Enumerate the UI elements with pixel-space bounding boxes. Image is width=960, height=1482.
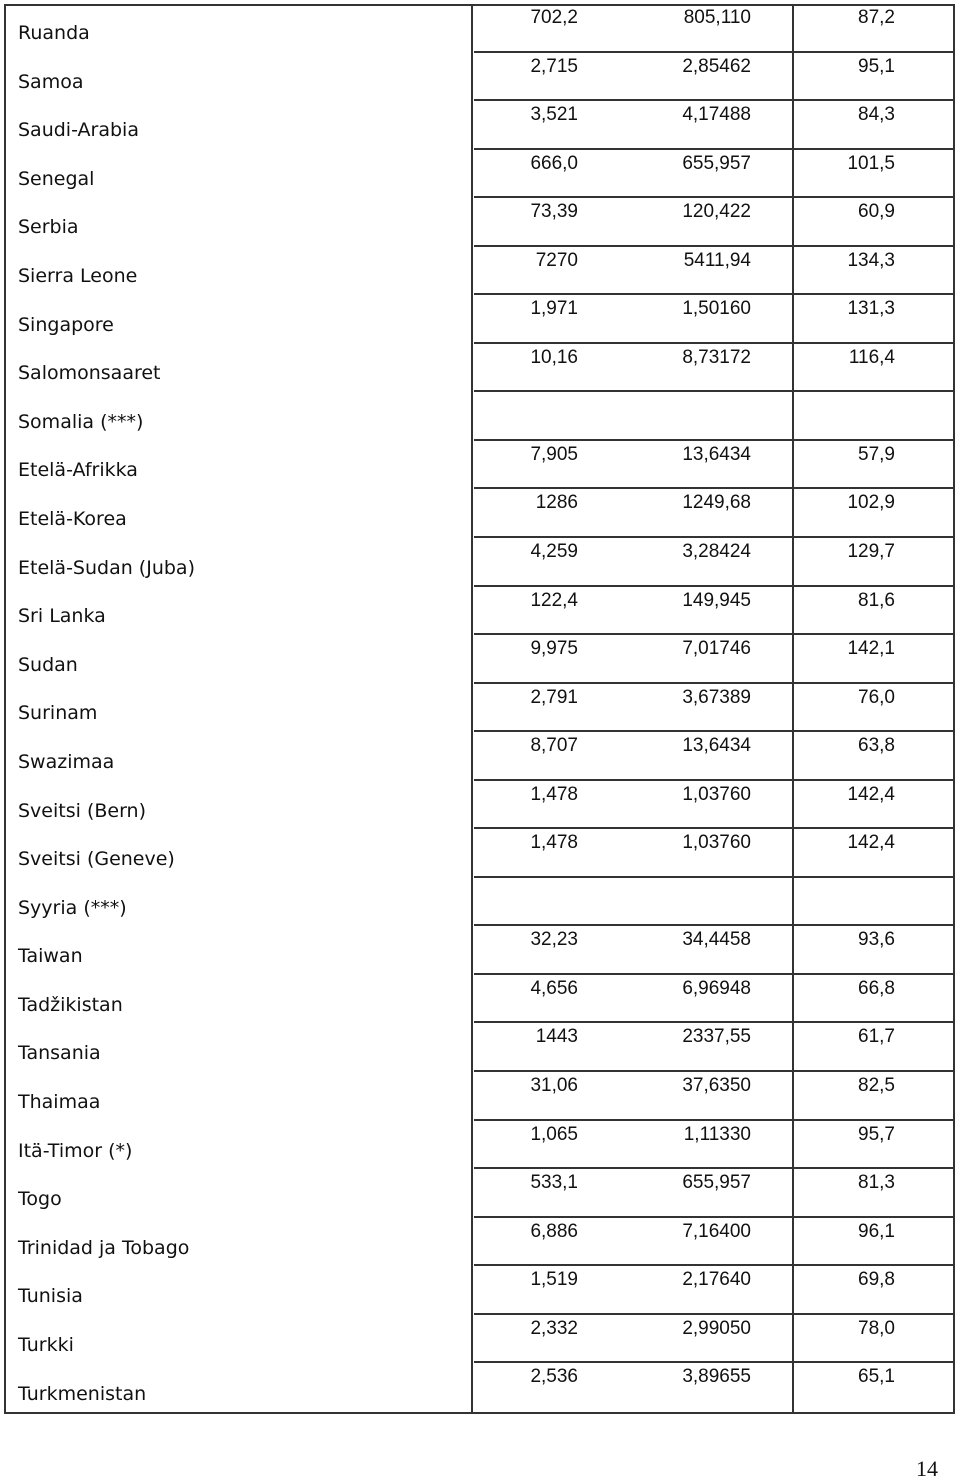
country-cell: Tansania (18, 1042, 101, 1065)
value-cell: 2,85462 (682, 55, 751, 77)
value-cell: 57,9 (858, 443, 895, 465)
value-cell: 3,67389 (682, 686, 751, 708)
table-row (474, 538, 953, 587)
value-cell: 95,7 (858, 1123, 895, 1145)
table-row (474, 1363, 953, 1412)
country-cell: Sri Lanka (18, 605, 106, 628)
table-row (474, 101, 953, 150)
country-cell: Saudi-Arabia (18, 119, 139, 142)
country-cell: Tunisia (18, 1285, 83, 1308)
value-cell: 655,957 (682, 1172, 751, 1194)
value-cell: 65,1 (858, 1366, 895, 1388)
value-cell: 129,7 (847, 541, 895, 563)
value-cell: 7270 (535, 249, 578, 271)
country-cell: Togo (18, 1188, 62, 1211)
column-divider (471, 4, 473, 1414)
value-cell: 1,519 (530, 1269, 578, 1291)
value-cell: 142,1 (847, 638, 895, 660)
country-cell: Sierra Leone (18, 264, 138, 287)
value-cell: 1,065 (530, 1123, 578, 1145)
country-cell: Trinidad ja Tobago (18, 1236, 190, 1259)
table-row (474, 781, 953, 830)
value-cell: 533,1 (530, 1172, 578, 1194)
table-row (474, 1121, 953, 1170)
table-row (474, 829, 953, 878)
table-row (474, 150, 953, 199)
table-row (474, 587, 953, 636)
value-cell: 3,28424 (682, 541, 751, 563)
value-cell: 13,6434 (682, 443, 751, 465)
value-cell: 73,39 (530, 201, 578, 223)
country-cell: Senegal (18, 167, 95, 190)
value-cell: 131,3 (847, 298, 895, 320)
country-cell: Somalia (***) (18, 410, 144, 433)
page-number: 14 (916, 1456, 938, 1481)
value-cell (474, 878, 578, 905)
value-cell: 4,17488 (682, 104, 751, 126)
value-cell: 1,971 (530, 298, 578, 320)
value-cell: 32,23 (530, 929, 578, 951)
value-cell: 13,6434 (682, 735, 751, 757)
country-cell: Swazimaa (18, 750, 115, 773)
value-cell: 37,6350 (682, 1075, 751, 1097)
table-row (474, 344, 953, 393)
value-cell: 2,99050 (682, 1317, 751, 1339)
value-cell: 142,4 (847, 783, 895, 805)
table-row (474, 441, 953, 490)
table-row (474, 53, 953, 102)
value-cell: 31,06 (530, 1075, 578, 1097)
table-row (474, 489, 953, 538)
value-cell: 1,478 (530, 832, 578, 854)
value-cell: 7,905 (530, 443, 578, 465)
country-cell: Syyria (***) (18, 896, 127, 919)
country-column (18, 14, 458, 1423)
value-cell: 60,9 (858, 201, 895, 223)
value-cell: 134,3 (847, 249, 895, 271)
table-row (474, 926, 953, 975)
value-cell: 34,4458 (682, 929, 751, 951)
country-cell: Serbia (18, 216, 79, 239)
value-cell: 96,1 (858, 1220, 895, 1242)
country-cell: Taiwan (18, 945, 83, 968)
value-cell: 702,2 (530, 7, 578, 28)
value-cell: 2337,55 (682, 1026, 751, 1048)
table-row (474, 732, 953, 781)
value-cell: 1286 (535, 492, 578, 514)
value-cell: 66,8 (858, 977, 895, 999)
table-row (474, 1315, 953, 1364)
value-cell: 8,707 (530, 735, 578, 757)
value-cell: 1,478 (530, 783, 578, 805)
table-row (474, 1023, 953, 1072)
table-row (474, 4, 953, 53)
table-row (474, 684, 953, 733)
value-cell (474, 392, 578, 419)
value-cell: 1443 (535, 1026, 578, 1048)
value-cell: 3,521 (530, 104, 578, 126)
value-cell: 84,3 (858, 104, 895, 126)
value-cell (794, 392, 895, 419)
value-cell: 76,0 (858, 686, 895, 708)
value-cell: 2,17640 (682, 1269, 751, 1291)
table-row (474, 1266, 953, 1315)
country-cell: Sudan (18, 653, 78, 676)
country-cell: Salomonsaaret (18, 362, 161, 385)
value-cell: 8,73172 (682, 346, 751, 368)
value-cell: 7,16400 (682, 1220, 751, 1242)
country-cell: Singapore (18, 313, 114, 336)
country-cell: Ruanda (18, 22, 90, 44)
country-cell: Turkmenistan (18, 1382, 147, 1405)
value-cell: 122,4 (530, 589, 578, 611)
value-cell: 149,945 (682, 589, 751, 611)
value-cell: 7,01746 (682, 638, 751, 660)
country-cell: Sveitsi (Bern) (18, 799, 147, 822)
table-row (474, 295, 953, 344)
value-cell: 95,1 (858, 55, 895, 77)
table-row (474, 878, 953, 927)
value-cell: 1,03760 (682, 783, 751, 805)
country-cell: Turkki (18, 1334, 74, 1357)
table-row (474, 1072, 953, 1121)
value-cell: 4,656 (530, 977, 578, 999)
value-cell: 6,96948 (682, 977, 751, 999)
value-cell: 2,791 (530, 686, 578, 708)
value-cell: 805,110 (683, 7, 751, 28)
value-cell: 1,11330 (683, 1123, 751, 1145)
country-cell: Sveitsi (Geneve) (18, 848, 175, 871)
value-cell: 93,6 (858, 929, 895, 951)
country-cell: Etelä-Afrikka (18, 459, 138, 482)
value-cell: 78,0 (858, 1317, 895, 1339)
country-cell: Tadžikistan (18, 993, 123, 1016)
value-cell (794, 878, 895, 905)
table-row (474, 1169, 953, 1218)
value-cell: 3,89655 (682, 1366, 751, 1388)
value-cell (646, 878, 751, 905)
value-cell: 101,5 (847, 152, 895, 174)
value-cell: 142,4 (847, 832, 895, 854)
table-row (474, 392, 953, 441)
value-cell: 69,8 (858, 1269, 895, 1291)
value-cell: 102,9 (847, 492, 895, 514)
value-cell: 10,16 (530, 346, 578, 368)
value-cell: 4,259 (530, 541, 578, 563)
value-cell (646, 392, 751, 419)
country-cell: Etelä-Korea (18, 507, 127, 530)
country-cell: Thaimaa (18, 1091, 101, 1114)
value-cell: 116,4 (848, 346, 895, 368)
value-cell: 1249,68 (682, 492, 751, 514)
value-cell: 81,6 (858, 589, 895, 611)
value-cell: 1,50160 (682, 298, 751, 320)
value-cell: 5411,94 (683, 249, 751, 271)
value-cell: 666,0 (530, 152, 578, 174)
value-cell: 63,8 (858, 735, 895, 757)
table-row (474, 635, 953, 684)
value-cell: 2,332 (530, 1317, 578, 1339)
value-cell: 81,3 (858, 1172, 895, 1194)
country-cell: Itä-Timor (*) (18, 1139, 133, 1162)
value-cell: 82,5 (858, 1075, 895, 1097)
value-cell: 6,886 (530, 1220, 578, 1242)
value-cell: 120,422 (682, 201, 751, 223)
value-cell: 2,536 (530, 1366, 578, 1388)
value-cell: 9,975 (530, 638, 578, 660)
country-cell: Surinam (18, 702, 98, 725)
value-cell: 61,7 (858, 1026, 895, 1048)
value-cell: 87,2 (858, 7, 895, 28)
values-columns (474, 4, 953, 1412)
value-cell: 2,715 (530, 55, 578, 77)
value-cell: 655,957 (682, 152, 751, 174)
country-cell: Samoa (18, 70, 84, 93)
table-row (474, 1218, 953, 1267)
table-row (474, 198, 953, 247)
table-row (474, 247, 953, 296)
value-cell: 1,03760 (682, 832, 751, 854)
table-row (474, 975, 953, 1024)
country-cell: Etelä-Sudan (Juba) (18, 556, 195, 579)
